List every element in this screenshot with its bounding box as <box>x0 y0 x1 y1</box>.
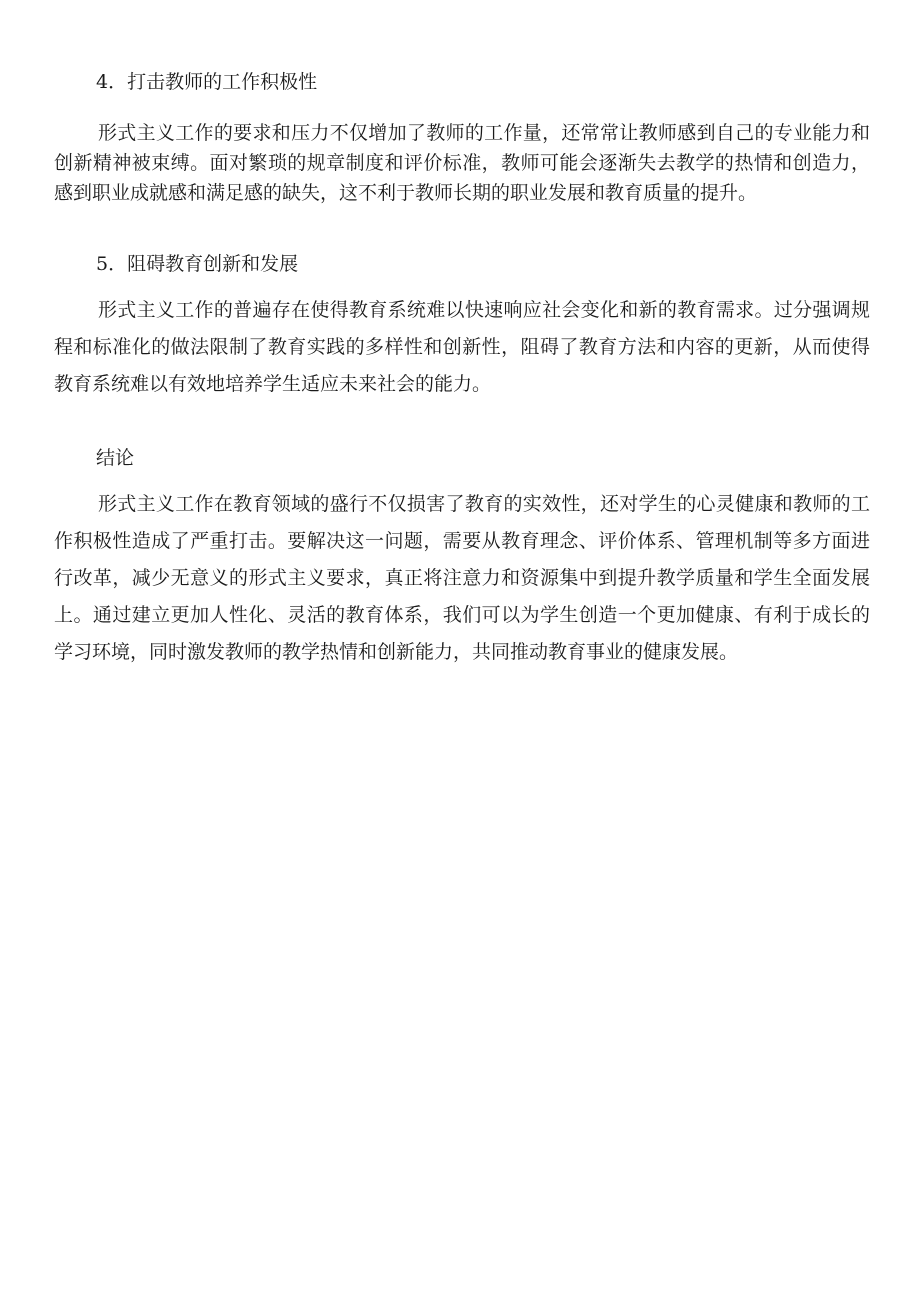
paragraph-innovation: 形式主义工作的普遍存在使得教育系统难以快速响应社会变化和新的教育需求。过分强调规程和标准化的做法限制了教育实践的多样性和创新性，阻碍了教育方法和内容的更新，从而使得教育系统难以有效地培养学生适应未来社会的能力。 <box>54 299 870 395</box>
section-heading-teacher-motivation: 4．打击教师的工作积极性 <box>96 71 318 93</box>
section-heading-innovation: 5．阻碍教育创新和发展 <box>96 253 299 275</box>
paragraph-conclusion: 形式主义工作在教育领域的盛行不仅损害了教育的实效性，还对学生的心灵健康和教师的工作积极性造成了严重打击。要解决这一问题，需要从教育理念、评价体系、管理机制等多方面进行改革，减少无意义的形式主义要求，真正将注意力和资源集中到提升教学质量和学生全面发展上。通过建立更加人性化、灵活的教育体系，我们可以为学生创造一个更加健康、有利于成长的学习环境，同时激发教师的教学热情和创新能力，共同推动教育事业的健康发展。 <box>54 493 870 663</box>
paragraph-teacher-motivation: 形式主义工作的要求和压力不仅增加了教师的工作量，还常常让教师感到自己的专业能力和创新精神被束缚。面对繁琐的规章制度和评价标准，教师可能会逐渐失去教学的热情和创造力，感到职业成就感和满足感的缺失，这不利于教师长期的职业发展和教育质量的提升。 <box>54 122 870 204</box>
section-heading-conclusion: 结论 <box>96 447 135 469</box>
